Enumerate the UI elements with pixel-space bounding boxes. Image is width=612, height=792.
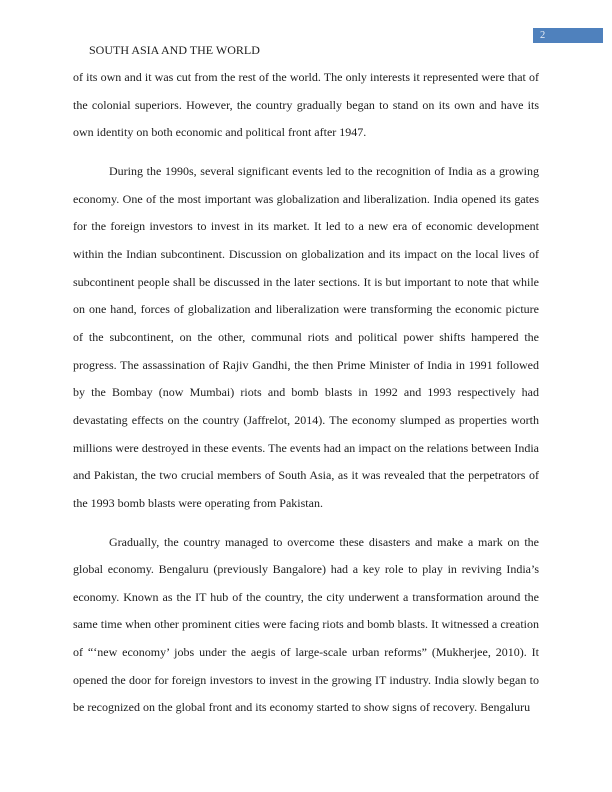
paragraph-1990s-events: During the 1990s, several significant events led to the recognition of India as a growing economy. One of the most important was globalization and liberalization. India opened its gates for the foreign investors to invest in its market. It led to a new era of economic development within the Indian subcontinent. Discussion on globalization and its impact on the local lives of subcontinent people shall be discussed in the later sections. It is but important to note that while on one hand, forces of globalization and liberalization were transforming the economic picture of the subcontinent, on the other, communal riots and political power shifts hampered the progress. The assassination of Rajiv Gandhi, the then Prime Minister of India in 1991 followed by the Bombay (now Mumbai) riots and bomb blasts in 1992 and 1993 respectively had devastating effects on the country (Jaffrelot, 2014). The economy slumped as properties worth millions were destroyed in these events. The events had an impact on the relations between India and Pakistan, the two crucial members of South Asia, as it was revealed that the perpetrators of the 1993 bomb blasts were operating from Pakistan. <box>73 163 539 510</box>
page-number: 2 <box>540 30 546 41</box>
document-body <box>73 64 539 733</box>
paragraph-recovery-bengaluru: Gradually, the country managed to overcome these disasters and make a mark on the global economy. Bengaluru (previously Bangalore) had a key role to play in reviving India’s economy. Known as the IT hub of the country, the city underwent a transformation around the same time when other prominent cities were facing riots and bomb blasts. It witnessed a creation of “‘new economy’ jobs under the aegis of large-scale urban reforms” (Mukherjee, 2010). It opened the door for foreign investors to invest in the growing IT industry. India slowly began to be recognized on the global front and its economy started to show signs of recovery. Bengaluru <box>73 534 539 715</box>
running-head: SOUTH ASIA AND THE WORLD <box>89 43 260 57</box>
paragraph-continuation: of its own and it was cut from the rest of the world. The only interests it represented were that of the colonial superiors. However, the country gradually began to stand on its own and have its own identity on both economic and political front after 1947. <box>73 70 539 140</box>
page-number-badge <box>533 28 603 43</box>
